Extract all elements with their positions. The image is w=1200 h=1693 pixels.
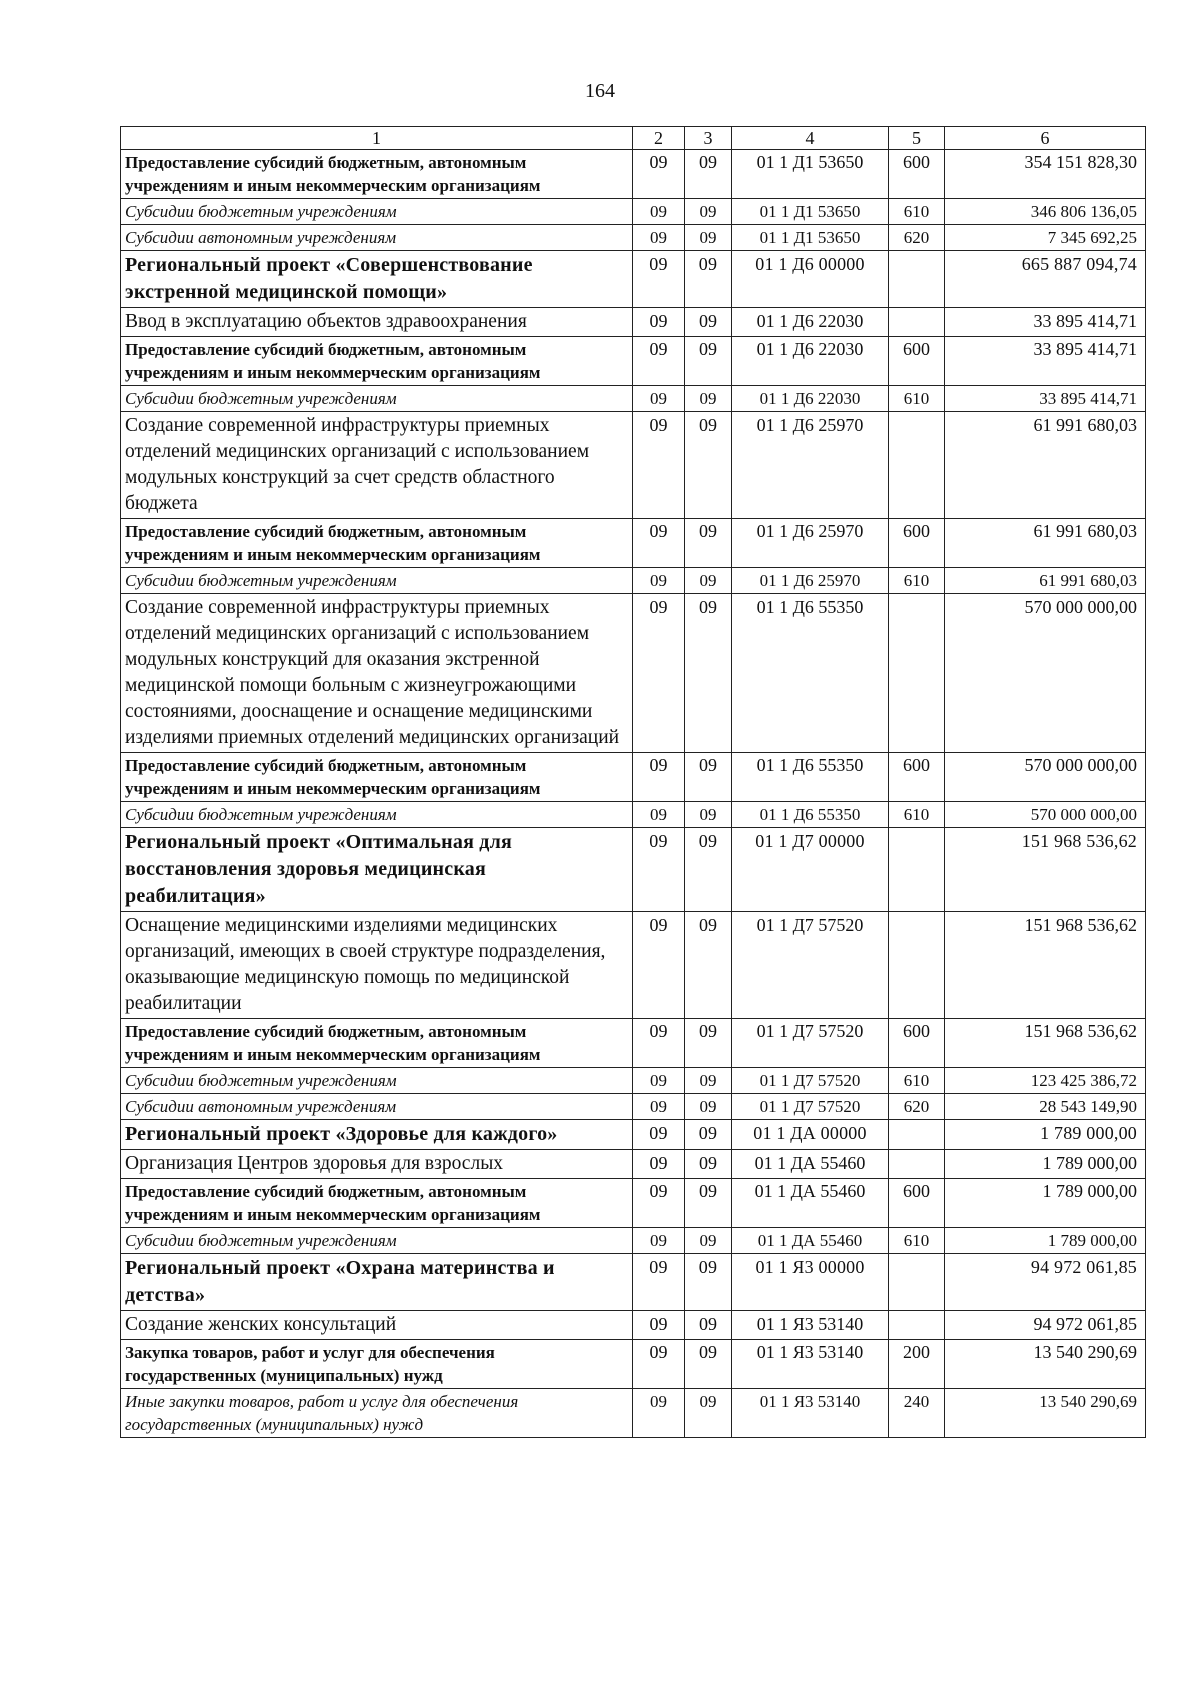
row-section: 09 xyxy=(633,568,685,594)
row-name: Субсидии автономным учреждениям xyxy=(121,225,633,251)
row-target-code: 01 1 Д6 55350 xyxy=(732,802,889,828)
row-section: 09 xyxy=(633,1068,685,1094)
table-row xyxy=(121,1120,1146,1150)
row-expense-type: 600 xyxy=(889,150,945,199)
row-expense-type: 600 xyxy=(889,1019,945,1068)
row-section: 09 xyxy=(633,912,685,1019)
row-section: 09 xyxy=(633,386,685,412)
row-amount: 7 345 692,25 xyxy=(945,225,1146,251)
table-row xyxy=(121,1068,1146,1094)
table-row xyxy=(121,1150,1146,1179)
row-name: Субсидии бюджетным учреждениям xyxy=(121,802,633,828)
row-amount: 570 000 000,00 xyxy=(945,802,1146,828)
column-header: 6 xyxy=(945,127,1146,150)
row-subsection: 09 xyxy=(685,1254,732,1311)
row-target-code: 01 1 Я3 53140 xyxy=(732,1340,889,1389)
row-target-code: 01 1 Д7 57520 xyxy=(732,912,889,1019)
row-amount: 28 543 149,90 xyxy=(945,1094,1146,1120)
row-name: Региональный проект «Охрана материнства и детства» xyxy=(121,1254,633,1311)
row-subsection: 09 xyxy=(685,199,732,225)
row-target-code: 01 1 ДА 55460 xyxy=(732,1150,889,1179)
row-amount: 61 991 680,03 xyxy=(945,568,1146,594)
row-target-code: 01 1 Я3 00000 xyxy=(732,1254,889,1311)
row-subsection: 09 xyxy=(685,1019,732,1068)
row-target-code: 01 1 Д1 53650 xyxy=(732,225,889,251)
row-amount: 354 151 828,30 xyxy=(945,150,1146,199)
row-expense-type: 600 xyxy=(889,519,945,568)
row-expense-type xyxy=(889,594,945,753)
row-amount: 346 806 136,05 xyxy=(945,199,1146,225)
row-target-code: 01 1 Д6 00000 xyxy=(732,251,889,308)
row-subsection: 09 xyxy=(685,519,732,568)
row-name: Создание современной инфраструктуры приемных отделений медицинских организаций с использованием модульных конструкций для оказания экстренной медицинской помощи больным с жизнеугрожающими состояниями, дооснащение и оснащение медицинскими изделиями приемных отделений медицинских организаций xyxy=(121,594,633,753)
row-target-code: 01 1 Д7 57520 xyxy=(732,1094,889,1120)
row-amount: 94 972 061,85 xyxy=(945,1254,1146,1311)
row-subsection: 09 xyxy=(685,412,732,519)
row-expense-type: 200 xyxy=(889,1340,945,1389)
row-expense-type: 240 xyxy=(889,1389,945,1438)
row-target-code: 01 1 ДА 55460 xyxy=(732,1228,889,1254)
row-section: 09 xyxy=(633,225,685,251)
row-subsection: 09 xyxy=(685,1179,732,1228)
table-row xyxy=(121,1340,1146,1389)
row-expense-type xyxy=(889,828,945,912)
row-expense-type xyxy=(889,1120,945,1150)
row-section: 09 xyxy=(633,594,685,753)
row-subsection: 09 xyxy=(685,753,732,802)
table-row xyxy=(121,912,1146,1019)
column-header: 4 xyxy=(732,127,889,150)
row-name: Предоставление субсидий бюджетным, автономным учреждениям и иным некоммерческим организациям xyxy=(121,519,633,568)
row-section: 09 xyxy=(633,1094,685,1120)
table-row xyxy=(121,386,1146,412)
row-expense-type: 620 xyxy=(889,1094,945,1120)
row-target-code: 01 1 Д1 53650 xyxy=(732,150,889,199)
column-header: 2 xyxy=(633,127,685,150)
table-row xyxy=(121,753,1146,802)
table-row xyxy=(121,199,1146,225)
page-number: 164 xyxy=(585,80,615,102)
table-header-row xyxy=(121,127,1146,150)
row-target-code: 01 1 Д1 53650 xyxy=(732,199,889,225)
row-expense-type: 610 xyxy=(889,1228,945,1254)
row-section: 09 xyxy=(633,1019,685,1068)
row-name: Субсидии автономным учреждениям xyxy=(121,1094,633,1120)
row-section: 09 xyxy=(633,753,685,802)
table-row xyxy=(121,828,1146,912)
row-target-code: 01 1 Я3 53140 xyxy=(732,1311,889,1340)
row-name: Субсидии бюджетным учреждениям xyxy=(121,386,633,412)
row-subsection: 09 xyxy=(685,828,732,912)
row-subsection: 09 xyxy=(685,1389,732,1438)
row-amount: 1 789 000,00 xyxy=(945,1120,1146,1150)
row-expense-type: 610 xyxy=(889,568,945,594)
row-name: Предоставление субсидий бюджетным, автономным учреждениям и иным некоммерческим организациям xyxy=(121,753,633,802)
column-header: 1 xyxy=(121,127,633,150)
row-expense-type: 600 xyxy=(889,753,945,802)
table-row xyxy=(121,337,1146,386)
row-amount: 123 425 386,72 xyxy=(945,1068,1146,1094)
row-expense-type xyxy=(889,1150,945,1179)
row-name: Субсидии бюджетным учреждениям xyxy=(121,199,633,225)
row-section: 09 xyxy=(633,1179,685,1228)
row-amount: 570 000 000,00 xyxy=(945,753,1146,802)
row-expense-type: 600 xyxy=(889,337,945,386)
row-subsection: 09 xyxy=(685,337,732,386)
row-name: Иные закупки товаров, работ и услуг для обеспечения государственных (муниципальных) нужд xyxy=(121,1389,633,1438)
table-row xyxy=(121,412,1146,519)
row-subsection: 09 xyxy=(685,1094,732,1120)
row-section: 09 xyxy=(633,1120,685,1150)
row-name: Предоставление субсидий бюджетным, автономным учреждениям и иным некоммерческим организациям xyxy=(121,1019,633,1068)
row-name: Закупка товаров, работ и услуг для обеспечения государственных (муниципальных) нужд xyxy=(121,1340,633,1389)
table-row xyxy=(121,1094,1146,1120)
column-header: 3 xyxy=(685,127,732,150)
row-amount: 94 972 061,85 xyxy=(945,1311,1146,1340)
row-target-code: 01 1 Д7 00000 xyxy=(732,828,889,912)
row-subsection: 09 xyxy=(685,150,732,199)
row-subsection: 09 xyxy=(685,1311,732,1340)
row-name: Предоставление субсидий бюджетным, автономным учреждениям и иным некоммерческим организациям xyxy=(121,1179,633,1228)
row-target-code: 01 1 ДА 00000 xyxy=(732,1120,889,1150)
row-expense-type: 610 xyxy=(889,199,945,225)
row-expense-type xyxy=(889,308,945,337)
row-name: Создание женских консультаций xyxy=(121,1311,633,1340)
row-expense-type: 610 xyxy=(889,386,945,412)
row-target-code: 01 1 Д6 55350 xyxy=(732,753,889,802)
table-row xyxy=(121,1311,1146,1340)
row-expense-type xyxy=(889,412,945,519)
row-target-code: 01 1 Я3 53140 xyxy=(732,1389,889,1438)
table-row xyxy=(121,1019,1146,1068)
row-target-code: 01 1 Д7 57520 xyxy=(732,1019,889,1068)
row-amount: 13 540 290,69 xyxy=(945,1389,1146,1438)
row-section: 09 xyxy=(633,1389,685,1438)
row-expense-type xyxy=(889,1311,945,1340)
row-expense-type: 600 xyxy=(889,1179,945,1228)
row-subsection: 09 xyxy=(685,1068,732,1094)
row-target-code: 01 1 Д6 25970 xyxy=(732,568,889,594)
row-name: Предоставление субсидий бюджетным, автономным учреждениям и иным некоммерческим организациям xyxy=(121,150,633,199)
row-amount: 665 887 094,74 xyxy=(945,251,1146,308)
row-amount: 151 968 536,62 xyxy=(945,1019,1146,1068)
row-expense-type: 610 xyxy=(889,802,945,828)
row-expense-type xyxy=(889,912,945,1019)
row-amount: 570 000 000,00 xyxy=(945,594,1146,753)
row-section: 09 xyxy=(633,1311,685,1340)
row-section: 09 xyxy=(633,1150,685,1179)
row-section: 09 xyxy=(633,1340,685,1389)
table-row xyxy=(121,519,1146,568)
row-section: 09 xyxy=(633,1228,685,1254)
row-section: 09 xyxy=(633,251,685,308)
row-section: 09 xyxy=(633,802,685,828)
row-target-code: 01 1 ДА 55460 xyxy=(732,1179,889,1228)
row-amount: 13 540 290,69 xyxy=(945,1340,1146,1389)
row-section: 09 xyxy=(633,308,685,337)
row-subsection: 09 xyxy=(685,594,732,753)
row-expense-type: 610 xyxy=(889,1068,945,1094)
row-name: Региональный проект «Здоровье для каждого» xyxy=(121,1120,633,1150)
row-amount: 33 895 414,71 xyxy=(945,337,1146,386)
table-row xyxy=(121,594,1146,753)
row-expense-type: 620 xyxy=(889,225,945,251)
table-row xyxy=(121,1389,1146,1438)
row-name: Оснащение медицинскими изделиями медицинских организаций, имеющих в своей структуре подразделения, оказывающие медицинскую помощь по медицинской реабилитации xyxy=(121,912,633,1019)
row-amount: 61 991 680,03 xyxy=(945,412,1146,519)
row-section: 09 xyxy=(633,150,685,199)
row-expense-type xyxy=(889,1254,945,1311)
row-subsection: 09 xyxy=(685,1340,732,1389)
row-name: Предоставление субсидий бюджетным, автономным учреждениям и иным некоммерческим организациям xyxy=(121,337,633,386)
row-name: Региональный проект «Совершенствование экстренной медицинской помощи» xyxy=(121,251,633,308)
table-row xyxy=(121,1179,1146,1228)
row-target-code: 01 1 Д6 25970 xyxy=(732,412,889,519)
row-target-code: 01 1 Д6 22030 xyxy=(732,308,889,337)
row-amount: 33 895 414,71 xyxy=(945,386,1146,412)
row-amount: 1 789 000,00 xyxy=(945,1179,1146,1228)
row-expense-type xyxy=(889,251,945,308)
row-amount: 33 895 414,71 xyxy=(945,308,1146,337)
column-header: 5 xyxy=(889,127,945,150)
row-name: Ввод в эксплуатацию объектов здравоохранения xyxy=(121,308,633,337)
row-target-code: 01 1 Д6 25970 xyxy=(732,519,889,568)
row-subsection: 09 xyxy=(685,1120,732,1150)
row-section: 09 xyxy=(633,412,685,519)
row-section: 09 xyxy=(633,199,685,225)
row-subsection: 09 xyxy=(685,1228,732,1254)
row-name: Создание современной инфраструктуры приемных отделений медицинских организаций с использованием модульных конструкций за счет средств областного бюджета xyxy=(121,412,633,519)
row-target-code: 01 1 Д7 57520 xyxy=(732,1068,889,1094)
row-name: Субсидии бюджетным учреждениям xyxy=(121,1068,633,1094)
row-subsection: 09 xyxy=(685,802,732,828)
row-amount: 61 991 680,03 xyxy=(945,519,1146,568)
row-subsection: 09 xyxy=(685,251,732,308)
row-subsection: 09 xyxy=(685,1150,732,1179)
table-row xyxy=(121,225,1146,251)
row-name: Субсидии бюджетным учреждениям xyxy=(121,568,633,594)
table-row xyxy=(121,308,1146,337)
row-subsection: 09 xyxy=(685,568,732,594)
budget-table xyxy=(120,126,1146,1438)
table-row xyxy=(121,1228,1146,1254)
row-subsection: 09 xyxy=(685,308,732,337)
row-section: 09 xyxy=(633,337,685,386)
row-name: Субсидии бюджетным учреждениям xyxy=(121,1228,633,1254)
table-row xyxy=(121,802,1146,828)
row-subsection: 09 xyxy=(685,225,732,251)
table-row xyxy=(121,251,1146,308)
row-amount: 151 968 536,62 xyxy=(945,828,1146,912)
row-amount: 1 789 000,00 xyxy=(945,1150,1146,1179)
row-section: 09 xyxy=(633,519,685,568)
row-target-code: 01 1 Д6 55350 xyxy=(732,594,889,753)
row-target-code: 01 1 Д6 22030 xyxy=(732,337,889,386)
row-amount: 151 968 536,62 xyxy=(945,912,1146,1019)
row-amount: 1 789 000,00 xyxy=(945,1228,1146,1254)
row-section: 09 xyxy=(633,828,685,912)
row-target-code: 01 1 Д6 22030 xyxy=(732,386,889,412)
table-row xyxy=(121,568,1146,594)
table-row xyxy=(121,1254,1146,1311)
row-subsection: 09 xyxy=(685,386,732,412)
row-section: 09 xyxy=(633,1254,685,1311)
row-name: Организация Центров здоровья для взрослых xyxy=(121,1150,633,1179)
table-row xyxy=(121,150,1146,199)
row-subsection: 09 xyxy=(685,912,732,1019)
row-name: Региональный проект «Оптимальная для восстановления здоровья медицинская реабилитация» xyxy=(121,828,633,912)
